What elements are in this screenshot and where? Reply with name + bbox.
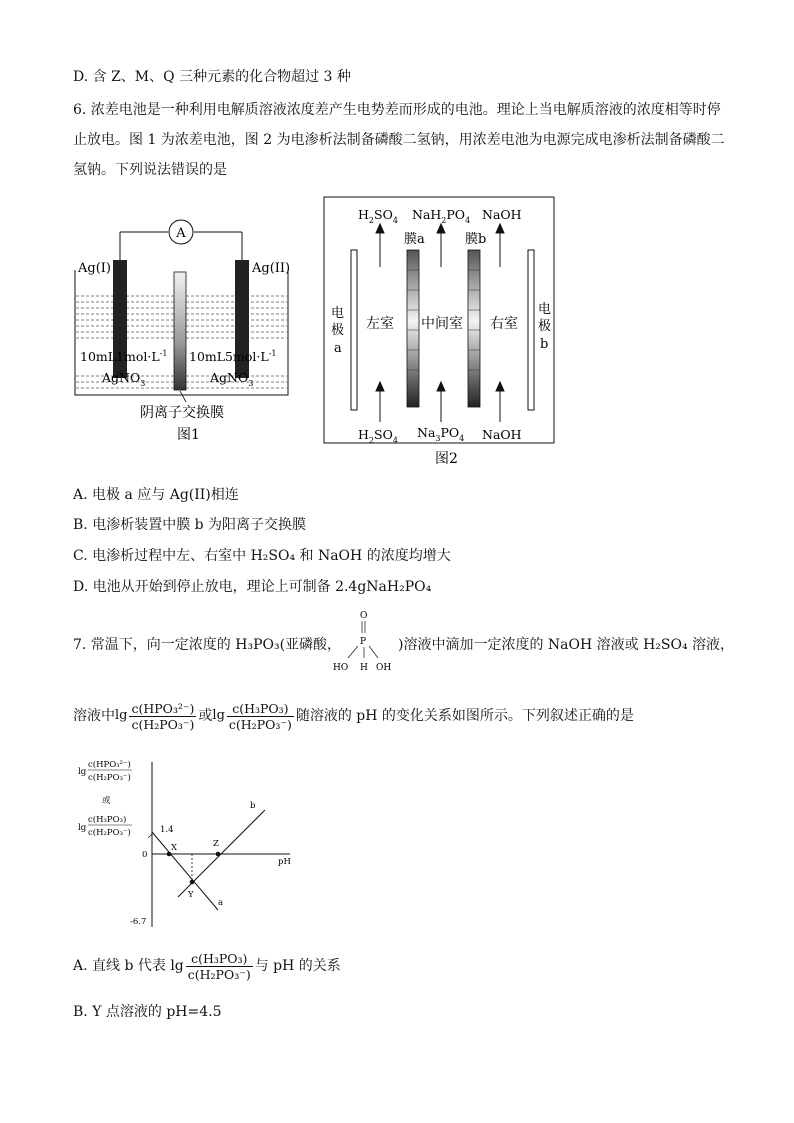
x-axis-label: pH bbox=[278, 857, 291, 867]
fraction-numerator: c(H₃PO₃) bbox=[227, 701, 294, 717]
svg-text:H: H bbox=[360, 663, 368, 673]
previous-question-option-d: D. 含 Z、M、Q 三种元素的化合物超过 3 种 bbox=[73, 69, 351, 85]
q7-option-a-prefix: A. 直线 b 代表 lg bbox=[73, 958, 184, 974]
membrane-a bbox=[407, 250, 419, 407]
fraction-denominator: c(H₂PO₃⁻) bbox=[187, 966, 251, 982]
line-a-label: a bbox=[218, 898, 224, 908]
label-ag-ii: Ag(II) bbox=[252, 261, 291, 276]
fraction-h3po3-over-h2po3 bbox=[186, 951, 253, 982]
fraction-h3po3-over-h2po3 bbox=[227, 701, 294, 732]
left-solution-concentration: $10mL1mol\cdot L^{-1}$ bbox=[80, 349, 168, 364]
right-chamber-label: 右室 bbox=[490, 316, 518, 332]
svg-text:P: P bbox=[360, 637, 367, 647]
left-solution-name: AgNO$_3$ bbox=[102, 370, 146, 388]
tick-1-4: 1.4 bbox=[160, 825, 174, 835]
fraction-denominator: c(H₂PO₃⁻) bbox=[228, 716, 292, 732]
q7-line2-prefix: 溶液中 bbox=[73, 708, 115, 724]
point-y-label: Y bbox=[188, 890, 194, 900]
top-middle-product: $NaH_2PO_4$ bbox=[412, 207, 471, 225]
electrode-b-char-1: 电 bbox=[538, 302, 552, 317]
q6-option-a: A. 电极 a 应与 Ag(II)相连 bbox=[73, 487, 239, 503]
svg-text:O: O bbox=[360, 611, 368, 621]
bottom-left-feed: $H_2SO_4$ bbox=[358, 427, 398, 445]
q7-option-a-suffix: 与 pH 的关系 bbox=[254, 958, 341, 974]
figure-1-concentration-cell bbox=[70, 210, 295, 450]
electrode-b-char-3: b bbox=[540, 337, 549, 352]
or-text: 或 bbox=[198, 708, 213, 724]
line-b-label: b bbox=[250, 801, 256, 811]
bottom-right-feed: NaOH bbox=[482, 427, 522, 442]
figure-1-caption: 图1 bbox=[177, 427, 200, 443]
q7-stem-part-1: 7. 常温下，向一定浓度的 H₃PO₃(亚磷酸， bbox=[73, 637, 342, 653]
fraction-denominator: c(H₂PO₃⁻) bbox=[131, 716, 195, 732]
q6-stem-line-3: 氢钠。下列说法错误的是 bbox=[73, 162, 227, 178]
anion-exchange-membrane bbox=[174, 272, 186, 390]
figure-2-caption: 图2 bbox=[435, 451, 458, 467]
top-left-product: $H_2SO_4$ bbox=[358, 207, 398, 225]
right-solution-name: AgNO$_3$ bbox=[210, 370, 254, 388]
label-ag-i: Ag(I) bbox=[78, 261, 111, 276]
membrane-a-label: 膜a bbox=[404, 232, 425, 247]
point-z bbox=[216, 852, 221, 857]
bottom-middle-feed: $Na_3PO_4$ bbox=[417, 425, 465, 443]
svg-text:lg: lg bbox=[78, 823, 87, 833]
electrode-a-char-2: 极 bbox=[331, 323, 345, 338]
point-z-label: Z bbox=[213, 839, 219, 849]
tick-neg-6-7: -6.7 bbox=[130, 917, 147, 927]
electrode-a-plate bbox=[351, 250, 357, 410]
q6-option-c: C. 电渗析过程中左、右室中 H₂SO₄ 和 NaOH 的浓度均增大 bbox=[73, 548, 451, 564]
q6-stem-line-1: 6. 浓差电池是一种利用电解质溶液浓度差产生电势差而形成的电池。理论上当电解质溶液的浓度相等时停 bbox=[73, 102, 721, 118]
membrane-b-label: 膜b bbox=[465, 232, 487, 247]
svg-text:OH: OH bbox=[376, 663, 392, 673]
line-a bbox=[152, 832, 218, 910]
tick-0: 0 bbox=[142, 850, 148, 860]
figure-2-electrodialysis bbox=[322, 195, 558, 470]
point-y bbox=[190, 880, 195, 885]
q7-stem-part-2: )溶液中滴加一定浓度的 NaOH 溶液或 H₂SO₄ 溶液， bbox=[398, 637, 735, 653]
q6-option-d: D. 电池从开始到停止放电，理论上可制备 2.4gNaH₂PO₄ bbox=[73, 579, 432, 595]
membrane-b bbox=[468, 250, 480, 407]
q7-line2-suffix: 随溶液的 pH 的变化关系如图所示。下列叙述正确的是 bbox=[295, 708, 634, 724]
svg-text:HO: HO bbox=[333, 663, 349, 673]
q7-stem-line-2 bbox=[73, 694, 634, 738]
q6-stem-line-2: 止放电。图 1 为浓差电池，图 2 为电渗析法制备磷酸二氢钠，用浓差电池为电源完成电渗析法制备磷酸二 bbox=[73, 132, 725, 148]
electrode-a-char-1: 电 bbox=[331, 306, 345, 321]
fraction-numerator: c(H₃PO₃) bbox=[186, 951, 253, 967]
svg-text:c(H₂PO₃⁻): c(H₂PO₃⁻) bbox=[88, 828, 131, 838]
svg-text:c(H₃PO₃): c(H₃PO₃) bbox=[88, 815, 127, 825]
svg-text:或: 或 bbox=[102, 796, 111, 806]
q6-option-b: B. 电渗析装置中膜 b 为阳离子交换膜 bbox=[73, 517, 307, 533]
electrode-a-char-3: a bbox=[334, 341, 342, 356]
membrane-label: 阴离子交换膜 bbox=[140, 405, 224, 421]
fraction-hpo3-over-h2po3 bbox=[129, 701, 196, 732]
top-right-product: NaOH bbox=[482, 207, 522, 222]
electrode-b-plate bbox=[528, 250, 534, 410]
y-axis-label bbox=[78, 759, 132, 838]
bottom-arrows bbox=[376, 382, 504, 422]
right-solution-concentration: $10mL5mol\cdot L^{-1}$ bbox=[189, 349, 277, 364]
q7-option-b: B. Y 点溶液的 pH=4.5 bbox=[73, 1004, 222, 1020]
fraction-numerator: c(HPO₃²⁻) bbox=[131, 700, 195, 716]
svg-text:c(HPO₃²⁻): c(HPO₃²⁻) bbox=[88, 760, 131, 770]
point-x-label: X bbox=[171, 843, 178, 853]
middle-chamber-label: 中间室 bbox=[421, 316, 463, 332]
ammeter-label: A bbox=[176, 226, 186, 241]
left-chamber-label: 左室 bbox=[366, 316, 394, 332]
svg-text:lg: lg bbox=[78, 767, 87, 777]
electrode-b-char-2: 极 bbox=[538, 319, 552, 334]
lg-text-2: lg bbox=[212, 708, 225, 723]
q7-option-a bbox=[73, 944, 341, 988]
q7-graph bbox=[70, 752, 310, 937]
phosphorous-acid-structure bbox=[330, 606, 400, 678]
svg-text:c(H₂PO₃⁻): c(H₂PO₃⁻) bbox=[88, 773, 131, 783]
lg-text: lg bbox=[115, 708, 128, 723]
